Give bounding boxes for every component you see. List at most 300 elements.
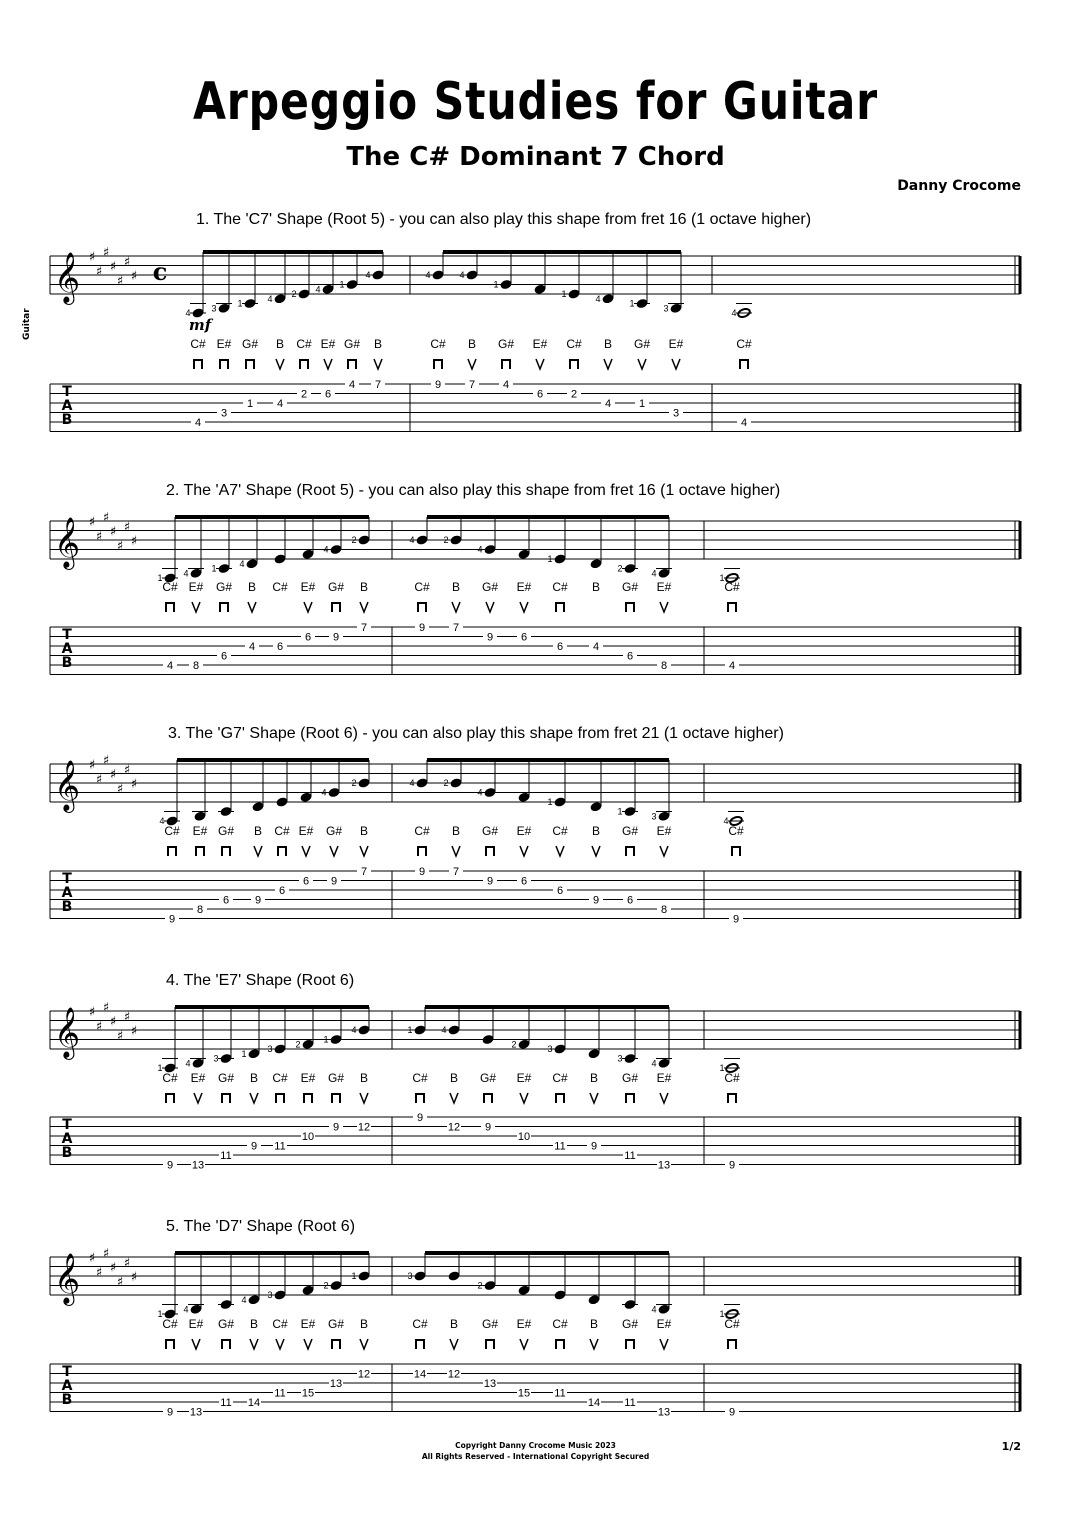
tab-fret-number: 15 [517,1387,531,1400]
sharp-icon: ♯ [109,1014,117,1030]
note-name-label: B [275,337,285,351]
finger-number: 2 [443,778,449,788]
tab-letter: B [61,655,73,671]
tab-fret-number: 7 [468,379,476,391]
downstroke-icon [194,360,202,369]
note-name-label: G# [215,580,233,594]
tab-fret-number: 10 [301,1131,315,1143]
note-name-label: G# [325,824,343,838]
finger-number: 4 [185,308,191,318]
downstroke-icon [556,603,564,612]
note-name-label: C# [736,337,752,351]
note-head [274,1290,286,1300]
note-head [590,559,602,569]
tab-letter: B [61,1392,73,1408]
note-name-label: C# [190,337,206,351]
upstroke-icon [374,359,382,369]
downstroke-icon [166,603,174,612]
note-name-label: G# [621,1071,639,1085]
upstroke-icon [330,846,338,856]
tab-letter: B [61,899,73,915]
copyright-line-2: All Rights Reserved - International Copyright Secured [421,1452,650,1461]
finger-number: 2 [291,289,297,299]
downstroke-icon [626,1340,634,1349]
note-name-label: G# [327,580,345,594]
note-head [298,289,310,299]
note-head [274,294,286,304]
note-head [300,792,312,802]
note-name-label: E# [656,1071,672,1085]
note-name-label: B [451,580,461,594]
finger-number: 1 [561,289,567,299]
tab-fret-number: 9 [332,631,340,644]
downstroke-icon [502,360,510,369]
tab-fret-number: 11 [624,1150,636,1162]
downstroke-icon [168,847,176,856]
note-name-label: C# [414,824,430,838]
note-name-label: G# [621,1317,639,1331]
upstroke-icon [660,1339,668,1349]
tab-fret-number: 4 [592,641,600,653]
note-name-label: C# [724,1317,740,1331]
sharp-icon: ♯ [95,772,103,788]
upstroke-icon [520,1093,528,1103]
finger-number: 4 [651,568,657,579]
note-head [554,1290,566,1300]
tab-fret-number: 1 [246,398,254,410]
note-head [450,778,462,788]
sharp-icon: ♯ [130,1024,138,1039]
finger-number: 1 [547,797,553,807]
finger-number: 1 [547,554,553,564]
note-name-label: B [247,580,257,594]
note-name-label: G# [633,337,651,351]
upstroke-icon [590,1339,598,1349]
upstroke-icon [276,359,284,369]
sharp-icon: ♯ [109,524,117,540]
sharp-icon: ♯ [116,273,124,289]
note-name-label: G# [217,1071,235,1085]
finger-number: 1 [211,563,217,574]
sharp-icon: ♯ [123,519,131,535]
note-name-label: E# [300,1317,316,1331]
note-name-label: E# [188,580,204,594]
tab-fret-number: 12 [357,1121,371,1134]
finger-number: 1 [339,279,345,290]
finger-number: 1 [157,573,163,583]
tab-fret-number: 11 [220,1150,232,1162]
finger-number: 3 [663,303,669,314]
sharp-icon: ♯ [130,1270,138,1285]
note-name-label: C# [296,337,312,351]
finger-number: 2 [351,778,357,788]
score-title: Arpeggio Studies for Guitar [192,72,879,132]
note-name-label: G# [621,580,639,594]
note-head [588,1049,600,1059]
note-name-label: C# [272,580,288,594]
upstroke-icon [638,359,646,369]
note-head [358,535,370,545]
sharp-icon: ♯ [102,510,110,526]
downstroke-icon [728,603,736,612]
downstroke-icon [166,1094,174,1103]
sharp-icon: ♯ [102,1246,110,1262]
tab-fret-number: 7 [360,866,368,878]
sharp-icon: ♯ [88,1251,96,1266]
upstroke-icon [254,846,262,856]
downstroke-icon [300,360,308,369]
downstroke-icon [246,360,254,369]
downstroke-icon [434,360,442,369]
note-name-label: B [253,824,263,838]
note-name-label: B [373,337,383,351]
note-head [330,544,342,554]
upstroke-icon [192,1339,200,1349]
upstroke-icon [276,1339,284,1349]
note-name-label: E# [668,337,684,351]
tab-fret-number: 8 [192,660,200,672]
note-name-label: C# [728,824,744,838]
upstroke-icon [604,359,612,369]
note-name-label: B [249,1317,259,1331]
note-head [248,1049,260,1059]
tab-fret-number: 6 [324,388,332,401]
tab-fret-number: 4 [166,660,174,672]
tab-fret-number: 9 [168,913,176,926]
note-head [518,549,530,559]
upstroke-icon [360,846,368,856]
tab-fret-number: 2 [570,388,578,401]
system-4 [50,972,1020,1172]
note-name-label: B [591,580,601,594]
sharp-icon: ♯ [95,1019,103,1035]
tab-staff [50,1364,1020,1419]
note-head [358,1271,370,1281]
note-head [302,549,314,559]
sharp-icon: ♯ [102,245,110,261]
sharp-icon: ♯ [88,515,96,530]
note-name-label: B [589,1317,599,1331]
note-head [414,1025,426,1035]
finger-number: 4 [159,816,165,826]
tab-fret-number: 4 [348,379,356,391]
section-heading: 4. The 'E7' Shape (Root 6) [166,972,355,989]
system-2 [50,482,1020,675]
finger-number: 3 [267,1044,273,1054]
finger-number: 4 [441,1025,447,1035]
note-name-label: E# [298,824,314,838]
note-name-label: C# [272,1071,288,1085]
upstroke-icon [660,846,668,856]
note-head [416,778,428,788]
finger-number: 2 [617,563,623,574]
finger-number: 4 [595,293,601,304]
sharp-icon: ♯ [130,269,138,284]
tab-fret-number: 8 [660,904,668,916]
note-head [274,1044,286,1054]
finger-number: 2 [351,535,357,545]
tab-fret-number: 13 [329,1378,343,1390]
tab-fret-number: 4 [740,417,748,429]
note-name-label: G# [343,337,361,351]
note-head [328,787,340,797]
note-head [554,797,566,807]
note-head [450,535,462,545]
finger-number: 4 [321,787,327,798]
tab-fret-number: 7 [374,379,382,391]
finger-number: 4 [651,1058,657,1069]
upstroke-icon [520,846,528,856]
finger-number: 4 [315,284,321,295]
note-head [484,544,496,554]
note-name-label: C# [552,824,568,838]
finger-number: 4 [183,1304,189,1315]
note-name-label: C# [430,337,446,351]
note-head [194,811,206,821]
tab-fret-number: 9 [732,913,740,926]
note-name-label: C# [162,1071,178,1085]
finger-number: 2 [295,1039,301,1050]
sharp-icon: ♯ [109,1260,117,1276]
note-head [484,787,496,797]
note-name-label: E# [516,1071,532,1085]
downstroke-icon [222,1094,230,1103]
sharp-icon: ♯ [109,767,117,783]
tab-fret-number: 13 [191,1159,205,1172]
note-name-label: C# [552,1317,568,1331]
sharp-icon: ♯ [95,529,103,545]
tab-fret-number: 6 [556,641,564,653]
note-head [518,1285,530,1295]
finger-number: 4 [425,270,431,280]
finger-number: 4 [365,270,371,280]
note-name-label: E# [656,1317,672,1331]
downstroke-icon [276,1094,284,1103]
note-head [416,535,428,545]
note-name-label: C# [162,1317,178,1331]
note-group [159,760,744,826]
note-name-label: B [359,580,369,594]
note-name-label: E# [188,1317,204,1331]
tab-fret-number: 6 [302,875,310,888]
tab-fret-number: 9 [330,875,338,888]
downstroke-icon [416,1340,424,1349]
tab-fret-number: 9 [434,379,442,391]
downstroke-icon [222,1340,230,1349]
upstroke-icon [250,1093,258,1103]
downstroke-icon [626,1094,634,1103]
tab-fret-number: 6 [520,875,528,888]
note-name-label: C# [162,580,178,594]
tab-fret-number: 6 [304,631,312,644]
downstroke-icon [418,603,426,612]
tab-fret-number: 9 [416,1112,424,1124]
note-head [248,1295,260,1305]
note-name-label: E# [320,337,336,351]
score-subtitle: The C# Dominant 7 Chord [346,142,725,172]
note-head [358,1025,370,1035]
finger-number: 1 [719,1063,725,1073]
note-name-label: B [249,1071,259,1085]
tab-fret-number: 9 [332,1121,340,1134]
note-head [448,1025,460,1035]
note-head [518,1039,530,1049]
note-name-label: C# [164,824,180,838]
note-head [658,811,670,821]
upstroke-icon [360,1093,368,1103]
upstroke-icon [660,602,668,612]
note-head [190,568,202,578]
tab-fret-number: 6 [536,388,544,401]
downstroke-icon [556,1094,564,1103]
tab-fret-number: 10 [517,1131,531,1143]
finger-number: 4 [731,308,737,318]
finger-number: 1 [629,298,635,309]
downstroke-icon [740,360,748,369]
upstroke-icon [468,359,476,369]
note-name-label: B [603,337,613,351]
note-head [568,289,580,299]
upstroke-icon [450,1093,458,1103]
downstroke-icon [332,603,340,612]
note-group [157,1007,740,1073]
section-heading: 3. The 'G7' Shape (Root 6) - you can also play this shape from fret 21 (1 octave higher) [168,725,784,742]
finger-number: 1 [157,1063,163,1073]
note-name-label: C# [274,824,290,838]
downstroke-icon [416,1094,424,1103]
note-name-label: C# [412,1071,428,1085]
tab-fret-number: 4 [248,641,256,653]
downstroke-icon [222,847,230,856]
tab-fret-number: 4 [502,379,510,391]
finger-number: 4 [185,1058,191,1069]
note-name-label: C# [552,580,568,594]
tab-fret-number: 4 [728,660,736,672]
finger-number: 4 [239,558,245,569]
finger-number: 1 [719,1309,725,1319]
treble-clef-icon: 𝄞 [53,760,81,811]
note-head [448,1271,460,1281]
tab-fret-number: 9 [418,622,426,634]
note-head [276,797,288,807]
note-name-label: E# [300,580,316,594]
tab-fret-number: 14 [413,1368,427,1381]
tab-fret-number: 6 [626,894,634,907]
sharp-icon: ♯ [95,1265,103,1281]
sharp-icon: ♯ [130,534,138,549]
note-name-label: B [359,1071,369,1085]
tab-fret-number: 13 [483,1378,497,1390]
note-head [534,284,546,294]
tab-fret-number: 13 [657,1406,671,1419]
tab-fret-number: 9 [166,1406,174,1419]
tab-fret-number: 2 [300,388,308,401]
dynamic-mark: mf [188,316,212,334]
upstroke-icon [304,602,312,612]
downstroke-icon [486,1340,494,1349]
note-head [518,792,530,802]
finger-number: 4 [267,293,273,304]
downstroke-icon [418,847,426,856]
upstroke-icon [672,359,680,369]
note-name-label: C# [414,580,430,594]
note-name-label: C# [272,1317,288,1331]
note-name-label: E# [216,337,232,351]
note-head [372,270,384,280]
tab-fret-number: 13 [657,1159,671,1172]
note-head [466,270,478,280]
tab-letter: T [62,627,72,643]
upstroke-icon [324,359,332,369]
note-head [658,568,670,578]
finger-number: 4 [241,1294,247,1305]
sharp-icon: ♯ [116,538,124,554]
note-name-label: B [451,824,461,838]
downstroke-icon [556,1340,564,1349]
note-name-label: G# [481,1317,499,1331]
finger-number: 4 [477,787,483,798]
note-name-label: B [359,824,369,838]
finger-number: 4 [183,568,189,579]
finger-number: 2 [511,1039,517,1050]
finger-number: 4 [409,778,415,788]
tab-fret-number: 3 [220,407,228,420]
upstroke-icon [450,1339,458,1349]
upstroke-icon [360,1339,368,1349]
finger-number: 1 [719,573,725,583]
sharp-icon: ♯ [123,1009,131,1025]
finger-number: 1 [157,1309,163,1319]
page-number: 1/2 [1001,1440,1021,1453]
note-name-label: B [449,1071,459,1085]
note-head [190,1304,202,1314]
note-head [330,1280,342,1290]
tab-fret-number: 6 [556,885,564,897]
tab-fret-number: 9 [250,1140,258,1153]
sharp-icon: ♯ [88,1005,96,1020]
upstroke-icon [360,602,368,612]
tab-letter: A [61,1131,73,1147]
sharp-icon: ♯ [102,1000,110,1016]
downstroke-icon [626,603,634,612]
upstroke-icon [486,602,494,612]
downstroke-icon [486,847,494,856]
tab-fret-number: 1 [638,398,646,410]
tab-fret-number: 11 [624,1397,636,1409]
tab-fret-number: 6 [278,885,286,897]
tab-fret-number: 4 [194,417,202,429]
tab-fret-number: 11 [220,1397,232,1409]
copyright-line-1: Copyright Danny Crocome Music 2023 [455,1441,616,1450]
upstroke-icon [250,1339,258,1349]
downstroke-icon [220,360,228,369]
finger-number: 3 [407,1271,413,1281]
tab-fret-number: 9 [254,894,262,907]
sharp-icon: ♯ [130,777,138,792]
note-name-label: E# [656,580,672,594]
note-name-label: E# [516,580,532,594]
tab-letter: T [62,384,72,400]
tab-letter: T [62,871,72,887]
note-group [157,517,740,583]
tab-fret-number: 3 [672,407,680,420]
system-5 [50,1218,1020,1419]
tab-fret-number: 11 [274,1140,286,1153]
note-name-label: G# [481,580,499,594]
tab-fret-number: 7 [360,622,368,634]
downstroke-icon [304,1094,312,1103]
note-head [484,1280,496,1290]
